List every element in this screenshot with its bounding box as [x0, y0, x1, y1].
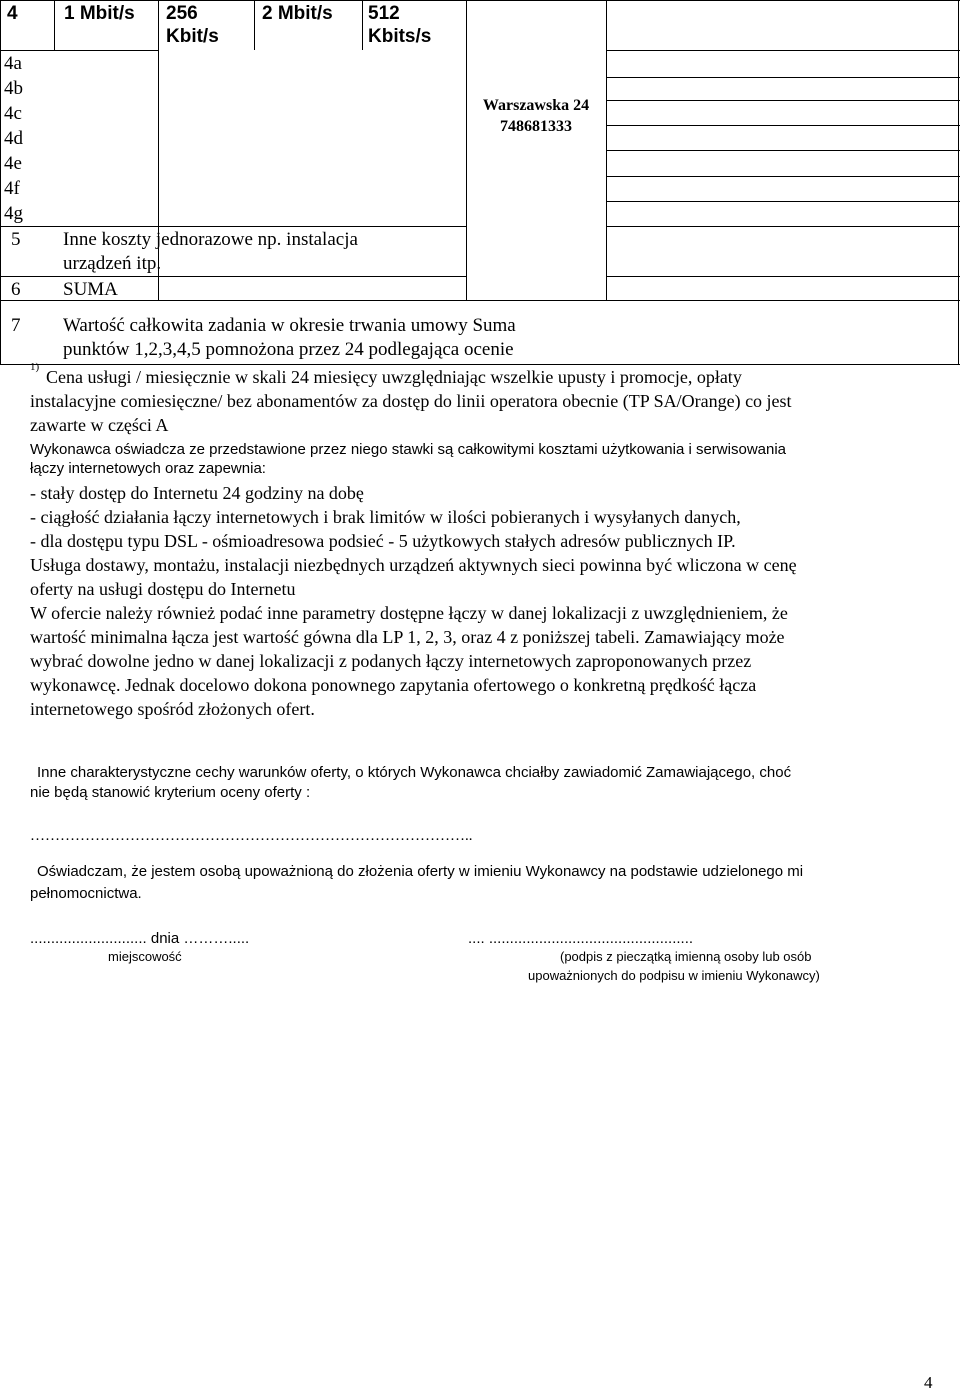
row5-num: 5 — [11, 229, 21, 250]
row-label: 4a — [4, 53, 22, 74]
row-label: 4f — [4, 178, 20, 199]
offer-line5: internetowego spośród złożonych ofert. — [30, 699, 315, 719]
signature-label-line2: upoważnionych do podpisu w imieniu Wykonawcy) — [528, 968, 820, 983]
offer-line3: wybrać dowolne jedno w danej lokalizacji z podanych łączy internetowych zaproponowanych przez — [30, 651, 752, 671]
row7-num: 7 — [11, 315, 21, 336]
footnote-line2: instalacyjne comiesięczne/ bez abonamentów za dostęp do linii operatora obecnie (TP SA/Orange) co jest — [30, 391, 792, 411]
row5-label-line2: urządzeń itp. — [63, 253, 162, 274]
offer-line1: W ofercie należy również podać inne parametry dostępne łączy w danej lokalizacji z uwzględnieniem, że — [30, 603, 788, 623]
row-label: 4g — [4, 203, 23, 224]
header-1mbit: 1 Mbit/s — [64, 3, 135, 24]
row-label: 4e — [4, 153, 22, 174]
footnote-line3: zawarte w części A — [30, 415, 169, 435]
header-512-a: 512 — [368, 3, 400, 24]
authorization-line1: Oświadczam, że jestem osobą upoważnioną do złożenia oferty w imieniu Wykonawcy na podstawie udzielonego mi — [37, 863, 804, 880]
service-line2: oferty na usługi dostępu do Internetu — [30, 579, 296, 599]
row6-num: 6 — [11, 279, 21, 300]
row-label: 4b — [4, 78, 23, 99]
bullet-item: - stały dostęp do Internetu 24 godziny na dobę — [30, 483, 364, 503]
declaration-line2: łączy internetowych oraz zapewnia: — [30, 460, 266, 477]
place-date-dots: ............................ dnia ………..... — [30, 930, 250, 947]
header-2mbit: 2 Mbit/s — [262, 3, 333, 24]
page-number: 4 — [924, 1373, 933, 1392]
signature-dots: .... ................................................. — [468, 930, 694, 947]
other-features-line2: nie będą stanowić kryterium oceny oferty : — [30, 784, 311, 801]
authorization-line2: pełnomocnictwa. — [30, 885, 142, 902]
header-256-b: Kbit/s — [166, 26, 219, 47]
service-line1: Usługa dostawy, montażu, instalacji niezbędnych urządzeń aktywnych sieci powinna być wliczona w cenę — [30, 555, 797, 575]
other-features-line1: Inne charakterystyczne cechy warunków oferty, o których Wykonawca chciałby zawiadomić Zamawiającego, choć — [37, 764, 792, 781]
other-features-dots: …………………………………………………………………………….. — [30, 828, 473, 844]
signature-label-line1: (podpis z pieczątką imienną osoby lub osób — [560, 949, 812, 964]
bullet-item: - ciągłość działania łączy internetowych i brak limitów w ilości pobieranych i wysyłanych danych, — [30, 507, 741, 527]
location-name: Warszawska 24 — [482, 97, 590, 114]
row6-label: SUMA — [63, 279, 118, 300]
offer-line2: wartość minimalna łącza jest wartość gówna dla LP 1, 2, 3, oraz 4 z poniższej tabeli. Zamawiający może — [30, 627, 785, 647]
header-num: 4 — [7, 3, 18, 24]
location-id: 748681333 — [500, 118, 572, 135]
row5-label-line1: Inne koszty jednorazowe np. instalacja — [63, 229, 358, 250]
row-label: 4d — [4, 128, 23, 149]
bullet-item: - dla dostępu typu DSL - ośmioadresowa podsieć - 5 użytkowych stałych adresów publicznych IP. — [30, 531, 736, 551]
row7-label-line1: Wartość całkowita zadania w okresie trwania umowy Suma — [63, 315, 516, 336]
header-256-a: 256 — [166, 3, 198, 24]
header-512-b: Kbits/s — [368, 26, 432, 47]
row-label: 4c — [4, 103, 22, 124]
declaration-line1: Wykonawca oświadcza ze przedstawione przez niego stawki są całkowitymi kosztami użytkowania i serwisowania — [30, 441, 787, 458]
footnote-marker: 1) — [30, 361, 40, 373]
offer-line4: wykonawcę. Jednak docelowo dokona ponownego zapytania ofertowego o konkretną prędkość łącza — [30, 675, 757, 695]
place-label: miejscowość — [108, 949, 182, 964]
footnote-line1: Cena usługi / miesięcznie w skali 24 miesięcy uwzględniając wszelkie upusty i promocje, opłaty — [46, 367, 742, 387]
row7-label-line2: punktów 1,2,3,4,5 pomnożona przez 24 podlegająca ocenie — [63, 339, 514, 360]
